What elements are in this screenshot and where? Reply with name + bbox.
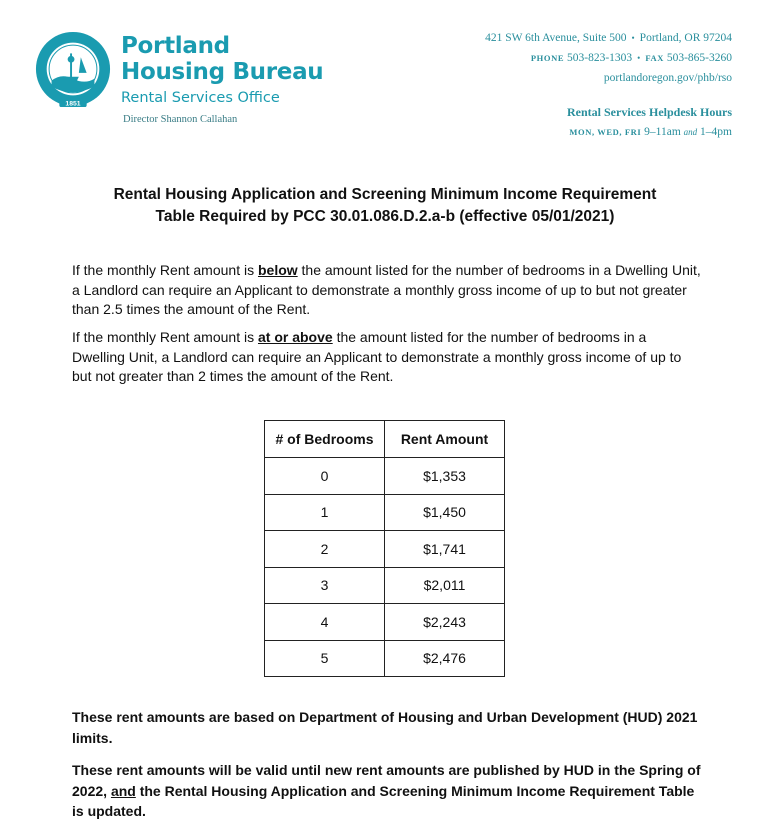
rent-cell: $1,741 <box>385 531 505 568</box>
paragraph-below-text-end: the amount listed for the number of bedrooms in a Dwelling Unit, a Landlord can require an Applicant to demonstrate a monthly gross income of up to but not greater than 2.5 times the amount of the Rent. <box>72 262 701 317</box>
separator-dot: • <box>637 53 641 63</box>
paragraph-above-text-end: the amount listed for the number of bedrooms in a Dwelling Unit, a Landlord can require an Applicant to demonstrate a monthly gross income of up to but not greater than 2 times the amount of the Rent. <box>72 329 682 384</box>
seal-year: 1851 <box>65 100 81 108</box>
fax-label: FAX <box>645 53 664 63</box>
phone-fax-line <box>485 48 732 68</box>
org-name <box>121 33 323 85</box>
bedrooms-cell: 2 <box>265 531 385 568</box>
rent-cell: $1,450 <box>385 494 505 531</box>
helpdesk-hours-line <box>485 122 732 142</box>
bedrooms-cell: 3 <box>265 567 385 604</box>
paragraph-below-text-start: If the monthly Rent amount is <box>72 262 258 278</box>
note-hud-limits: These rent amounts are based on Department of Housing and Urban Development (HUD) 2021 limits. <box>72 709 698 746</box>
paragraph-above-text-start: If the monthly Rent amount is <box>72 329 258 345</box>
emphasis-at-or-above: at or above <box>257 329 333 345</box>
paragraph-at-or-above <box>72 328 702 387</box>
bedrooms-cell: 0 <box>265 458 385 495</box>
document-title <box>0 184 770 228</box>
table-row <box>265 640 505 677</box>
website-link[interactable]: portlandoregon.gov/phb/rso <box>603 72 732 84</box>
document-title-line1: Rental Housing Application and Screening Minimum Income Requirement <box>113 186 657 203</box>
note-validity-text-start: These rent amounts will be valid until new rent amounts are published by HUD in the Spring of 2022, <box>72 762 701 799</box>
note-validity <box>72 760 702 822</box>
table-row <box>265 604 505 641</box>
rent-cell: $2,011 <box>385 567 505 604</box>
separator-dot: • <box>631 33 635 43</box>
phone-label: PHONE <box>530 53 565 63</box>
address-line <box>485 28 732 48</box>
rent-table <box>264 420 505 677</box>
office-name: Rental Services Office <box>121 90 280 106</box>
table-row <box>265 494 505 531</box>
fax-number: 503-865-3260 <box>666 52 732 64</box>
table-row <box>265 531 505 568</box>
note-validity-text-end: the Rental Housing Application and Screening Minimum Income Requirement Table is updated. <box>72 782 695 819</box>
contact-block <box>485 28 732 142</box>
director-name: Director Shannon Callahan <box>123 114 238 125</box>
org-name-line1: Portland <box>121 33 230 59</box>
emphasis-and: and <box>110 782 136 799</box>
bedrooms-cell: 5 <box>265 640 385 677</box>
hours-days: MON, WED, FRI <box>569 127 642 137</box>
table-row <box>265 458 505 495</box>
table-header-row <box>265 421 505 458</box>
rent-cell: $1,353 <box>385 458 505 495</box>
street-address: 421 SW 6th Avenue, Suite 500 <box>485 32 627 44</box>
hours-time-afternoon: 1–4pm <box>700 126 732 138</box>
helpdesk-hours-title: Rental Services Helpdesk Hours <box>567 105 732 119</box>
hours-time-morning: 9–11am <box>644 126 681 138</box>
paragraph-below <box>72 261 702 320</box>
hours-and: and <box>683 127 698 137</box>
column-header-bedrooms: # of Bedrooms <box>265 421 385 458</box>
phone-number: 503-823-1303 <box>566 52 633 64</box>
rent-cell: $2,243 <box>385 604 505 641</box>
bedrooms-cell: 1 <box>265 494 385 531</box>
table-row <box>265 567 505 604</box>
document-title-line2: Table Required by PCC 30.01.086.D.2.a-b (effective 05/01/2021) <box>155 208 615 225</box>
city-state-zip: Portland, OR 97204 <box>639 32 732 44</box>
org-name-line2: Housing Bureau <box>121 59 324 85</box>
city-seal-logo <box>34 30 112 108</box>
rent-cell: $2,476 <box>385 640 505 677</box>
bedrooms-cell: 4 <box>265 604 385 641</box>
column-header-rent: Rent Amount <box>385 421 505 458</box>
emphasis-below: below <box>257 262 298 278</box>
